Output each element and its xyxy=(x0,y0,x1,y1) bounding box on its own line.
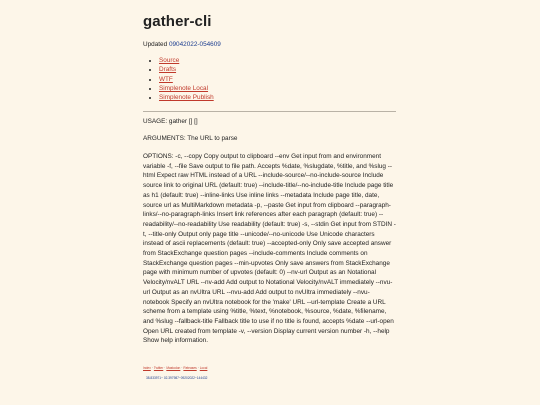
version-stamp: 09042022-054609 xyxy=(168,41,221,48)
updated-label: Updated xyxy=(143,41,168,48)
nav-links-list xyxy=(143,56,214,102)
footer-link-local[interactable]: Local xyxy=(199,366,208,370)
footer-separator: · xyxy=(197,366,199,370)
source-link[interactable]: Source xyxy=(159,57,180,64)
options-text: OPTIONS: -c, --copy Copy output to clipboard --env Get input from and environment variable -f, --file Save output to file path. Accepts %date, %slugdate, %title, and %slug --html Expect raw HTML instead of a URL --include-source/--no-include-source Include source link to original URL (default: true) --include-title/--no-include-title Include page title as h1 (default: true) --inline-links Use inline links --metadata Include page title, date, source url as MultiMarkdown metadata -p, --paste Get input from clipboard --paragraph-links/--no-paragraph-links Insert link references after each paragraph (default: true) --readability/--no-readability Use readability (default: true) -s, --stdin Get input from STDIN -t, --title-only Output only page title --unicode/--no-unicode Use Unicode characters instead of ascii replacements (default: true) --accepted-only Only save accepted answer from StackExchange question pages --include-comments Include comments on StackExchange question pages --min-upvotes Only save answers from StackExchange page with minimum number of upvotes (default: 0) --nv-url Output as an Notational Velocity/nvALT URL --nv-add Add output to Notational Velocity/nvALT immediately --nvu-url Output as an nvUltra URL --nvu-add Add output to nvUltra immediately --nvu-notebook Specify an nvUltra notebook for the 'make' URL --url-template Create a URL scheme from a template using %title, %text, %notebook, %source, %date, %filename, and %slug --fallback-title Fallback title to use if no title is found, accepts %date --url-open Open URL created from template -v, --version Display current version number -h, --help Show help information. xyxy=(143,153,396,345)
divider xyxy=(143,111,396,112)
wtf-link[interactable]: WTF xyxy=(159,75,173,83)
footer-separator: · xyxy=(151,366,153,370)
list-item xyxy=(159,93,214,102)
footer-links xyxy=(143,366,207,370)
footer-metadata: 38.833971~ 02.397987~09202022~144432 xyxy=(146,376,208,380)
simplenote-local-link[interactable]: Simplenote Local xyxy=(159,84,209,92)
list-item xyxy=(159,56,214,65)
updated-line xyxy=(143,41,221,48)
footer-link-twitter[interactable]: Twitter xyxy=(153,366,164,370)
drafts-link[interactable]: Drafts xyxy=(159,66,177,74)
list-item xyxy=(159,65,214,74)
footer-separator: · xyxy=(181,366,183,370)
footer-link-index[interactable]: Index xyxy=(143,366,151,370)
page-title: gather-cli xyxy=(143,13,212,30)
arguments-text: ARGUMENTS: The URL to parse xyxy=(143,135,238,142)
footer-link-releases[interactable]: Releases xyxy=(183,366,197,370)
usage-text: USAGE: gather [] [] xyxy=(143,118,198,125)
simplenote-publish-link[interactable]: Simplenote Publish xyxy=(159,94,214,102)
footer-separator: · xyxy=(164,366,166,370)
footer-link-mastodon[interactable]: Mastodon xyxy=(166,366,181,370)
list-item xyxy=(159,75,214,84)
list-item xyxy=(159,84,214,93)
